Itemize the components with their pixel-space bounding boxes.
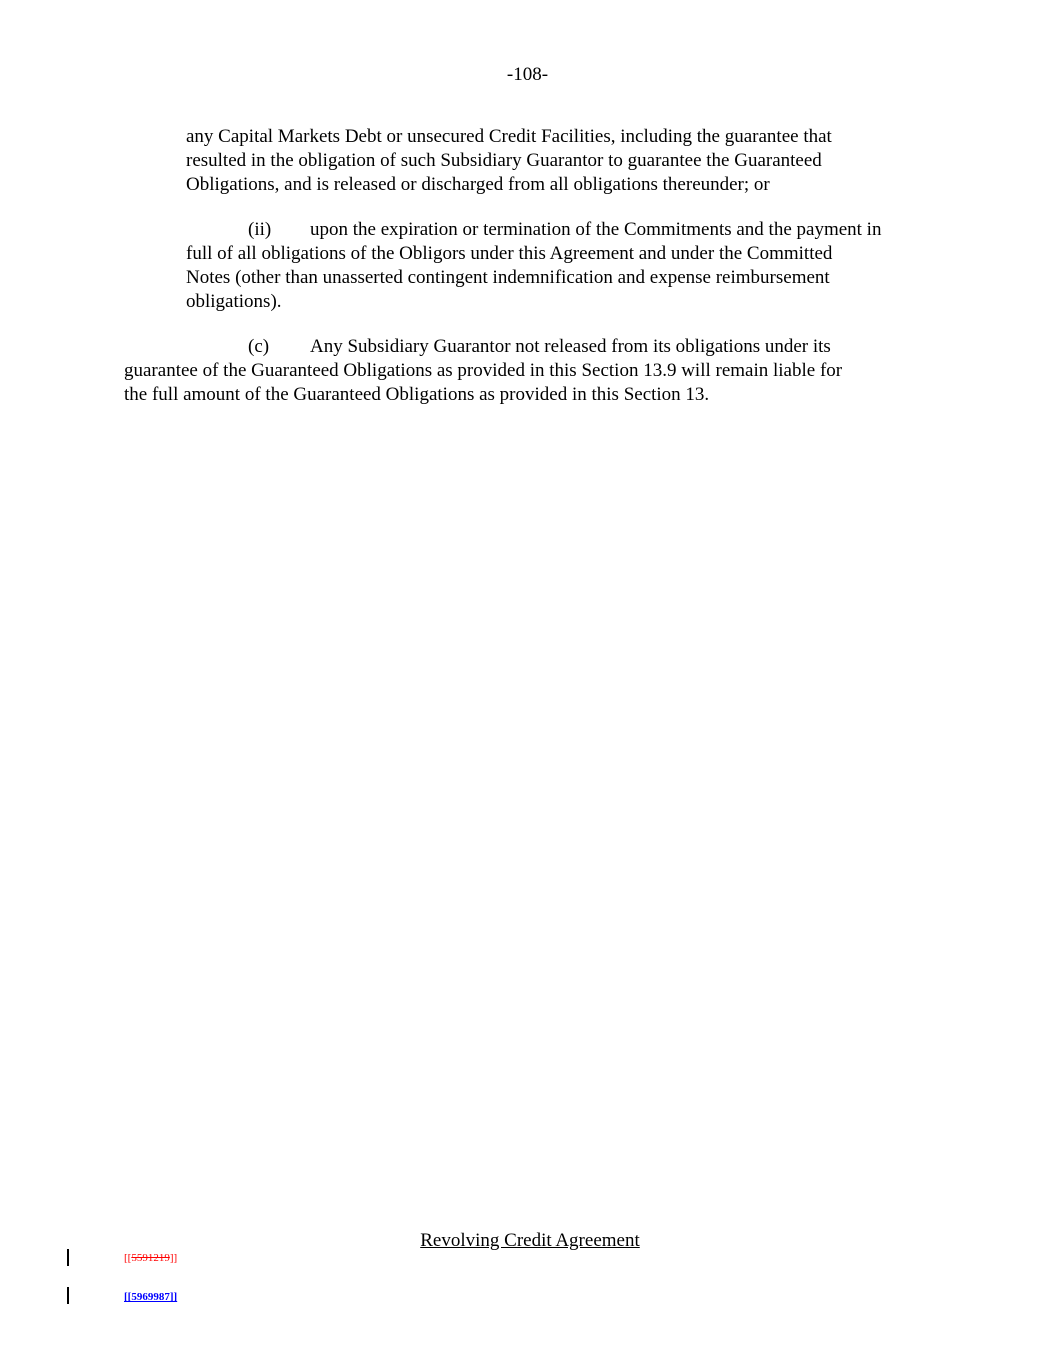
paragraph-continuation (186, 125, 906, 197)
text-line: Notes (other than unasserted contingent indemnification and expense reimbursement (186, 267, 830, 288)
clause-first-line (124, 335, 914, 359)
text-line: guarantee of the Guaranteed Obligations as provided in this Section 13.9 will remain liable for (124, 360, 843, 381)
text-line: resulted in the obligation of such Subsidiary Guarantor to guarantee the Guaranteed (186, 150, 822, 171)
clause-c (124, 335, 914, 407)
clause-text: Any Subsidiary Guarantor not released from its obligations under its (310, 336, 831, 357)
footer-title: Revolving Credit Agreement (420, 1230, 640, 1251)
clause-ii (186, 218, 931, 314)
doc-id-number: 5591219 (131, 1252, 170, 1264)
doc-id-suffix: ]] (169, 1252, 178, 1264)
text-line: obligations). (186, 291, 282, 312)
inserted-doc-id: [[5969987]] (124, 1291, 178, 1303)
text-line: full of all obligations of the Obligors under this Agreement and under the Committed (186, 243, 833, 264)
clause-label: (c) (248, 336, 270, 357)
clause-first-line (186, 218, 931, 242)
clause-text: upon the expiration or termination of the Commitments and the payment in (310, 219, 882, 240)
doc-id-prefix: [[ (124, 1252, 132, 1264)
change-bar (67, 1287, 69, 1304)
text-line: Obligations, and is released or discharged from all obligations thereunder; or (186, 174, 770, 195)
deleted-doc-id (124, 1251, 177, 1265)
text-line: the full amount of the Guaranteed Obligations as provided in this Section 13. (124, 384, 710, 405)
text-line: any Capital Markets Debt or unsecured Credit Facilities, including the guarantee that (186, 126, 832, 147)
clause-label: (ii) (248, 219, 272, 240)
change-bar (67, 1249, 69, 1266)
page-number: -108- (506, 64, 549, 85)
